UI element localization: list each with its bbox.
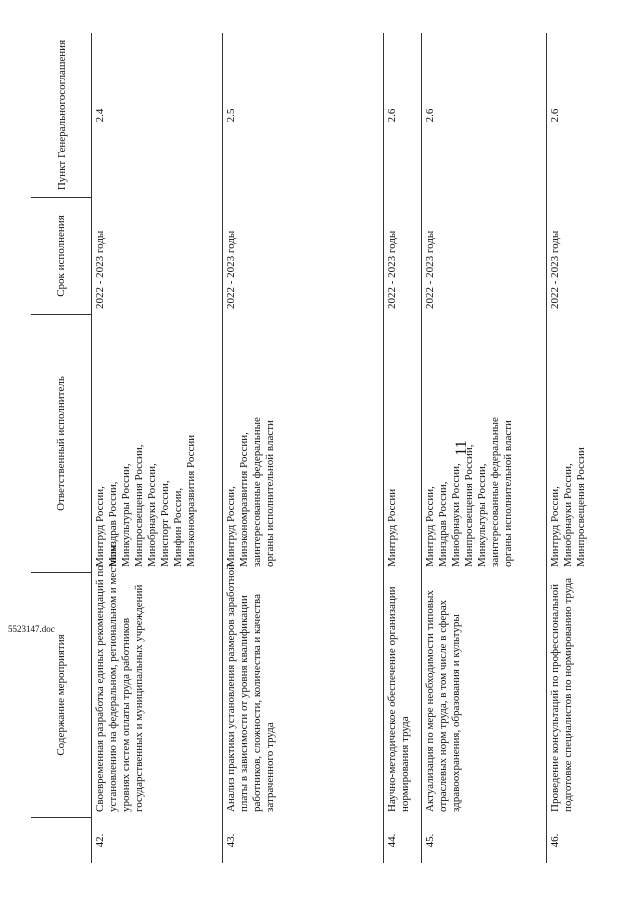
- content-line: платы в зависимости от уровня квалификации: [238, 595, 250, 812]
- agreement-point: 2.5: [225, 108, 237, 123]
- responsible-executor: [384, 315, 421, 573]
- content-line: Актуализация по мере необходимости типовых: [424, 590, 436, 812]
- executor-line: Минобрнауки России,: [450, 463, 462, 567]
- document-id: 5523147.doc: [8, 624, 55, 634]
- executor-line: органы исполнительной власти: [502, 420, 514, 567]
- table-header: [31, 33, 92, 863]
- table-body: [92, 33, 627, 863]
- content-line: Анализ практики установления размеров заработной: [225, 563, 237, 812]
- header-point-line: Пункт Генерального: [55, 94, 68, 191]
- agreement-point: 2.6: [549, 108, 561, 123]
- executor-line: Минтруд России: [386, 488, 398, 567]
- table-row: [384, 33, 422, 863]
- executor-line: Минтруд России,: [94, 486, 106, 567]
- content-line: подготовке специалистов по нормированию труда: [562, 577, 574, 812]
- executor-line: Минобрнауки России,: [146, 463, 158, 567]
- executor-line: Минздрав России,: [107, 481, 119, 567]
- executor-line: Минспорт России,: [159, 480, 171, 567]
- execution-term: 2022 - 2023 годы: [424, 230, 436, 309]
- responsible-executor: [223, 315, 383, 573]
- header-num: [31, 818, 91, 863]
- executor-line: заинтересованные федеральные: [251, 417, 263, 567]
- responsible-executor: [547, 315, 627, 573]
- execution-term: 2022 - 2023 годы: [225, 230, 237, 309]
- executor-line: Минэкономразвития России: [185, 434, 197, 567]
- content-line: нормирования труда: [399, 716, 411, 812]
- header-point-line: соглашения: [55, 39, 68, 95]
- content-line: уровнях систем оплаты труда работников: [120, 617, 132, 812]
- agreement-point: 2.4: [94, 108, 106, 123]
- execution-term: 2022 - 2023 годы: [549, 230, 561, 309]
- table-row: [223, 33, 384, 863]
- content-line: затраченного труда: [264, 722, 276, 812]
- executor-line: Минпросвещения России: [575, 447, 587, 567]
- agreement-point: 2.6: [386, 108, 398, 123]
- executor-line: Минэкономразвития России,: [238, 432, 250, 567]
- executor-line: Минкультуры России,: [120, 463, 132, 567]
- executor-line: заинтересованные федеральные: [489, 417, 501, 567]
- content-line: Научно-методическое обеспечение организации: [386, 586, 398, 812]
- executor-line: органы исполнительной власти: [264, 420, 276, 567]
- table-row: [547, 33, 627, 863]
- execution-term: 2022 - 2023 годы: [94, 230, 106, 309]
- content-line: Своевременная разработка единых рекомендаций по: [94, 565, 106, 812]
- measure-content: [223, 563, 383, 818]
- header-content: Содержание мероприятия: [31, 573, 91, 818]
- content-line: здравоохранения, образования и культуры: [450, 614, 462, 812]
- content-line: отраслевых норм труда, в том числе в сферах: [437, 599, 449, 812]
- table-row: [422, 33, 547, 863]
- row-number: 42.: [94, 833, 106, 848]
- content-line: установлению на федеральном, региональном и местном: [107, 544, 119, 812]
- executor-line: Минздрав России,: [437, 481, 449, 567]
- measure-content: [422, 573, 546, 818]
- row-number: 44.: [386, 833, 398, 848]
- responsible-executor: [92, 315, 222, 573]
- executor-line: Минобрнауки России,: [562, 463, 574, 567]
- measures-table: [31, 33, 627, 863]
- measure-content: [547, 573, 627, 818]
- row-number: 46.: [549, 833, 561, 848]
- executor-line: Минтруд России,: [424, 486, 436, 567]
- header-point: [31, 33, 91, 198]
- row-number: 45.: [424, 833, 436, 848]
- execution-term: 2022 - 2023 годы: [386, 230, 398, 309]
- executor-line: Минтруд России,: [225, 486, 237, 567]
- executor-line: Минпросвещения России,: [133, 444, 145, 567]
- measure-content: [92, 544, 222, 818]
- responsible-executor: [422, 315, 546, 573]
- page-number: 11: [453, 440, 470, 456]
- content-line: государственных и муниципальных учреждений: [133, 584, 145, 812]
- row-number: 43.: [225, 833, 237, 848]
- executor-line: Минкультуры России,: [476, 463, 488, 567]
- content-line: Проведение консультаций по профессиональной: [549, 583, 561, 812]
- executor-line: Минфин России,: [172, 487, 184, 567]
- executor-line: Минтруд России,: [549, 486, 561, 567]
- header-executor: Ответственный исполнитель: [31, 315, 91, 573]
- table-row: [92, 33, 223, 863]
- header-term: Срок исполнения: [31, 198, 91, 315]
- content-line: работников, сложности, количества и качества: [251, 594, 263, 812]
- agreement-point: 2.6: [424, 108, 436, 123]
- executor-line: Минпросвещения России,: [463, 444, 475, 567]
- measure-content: [384, 573, 421, 818]
